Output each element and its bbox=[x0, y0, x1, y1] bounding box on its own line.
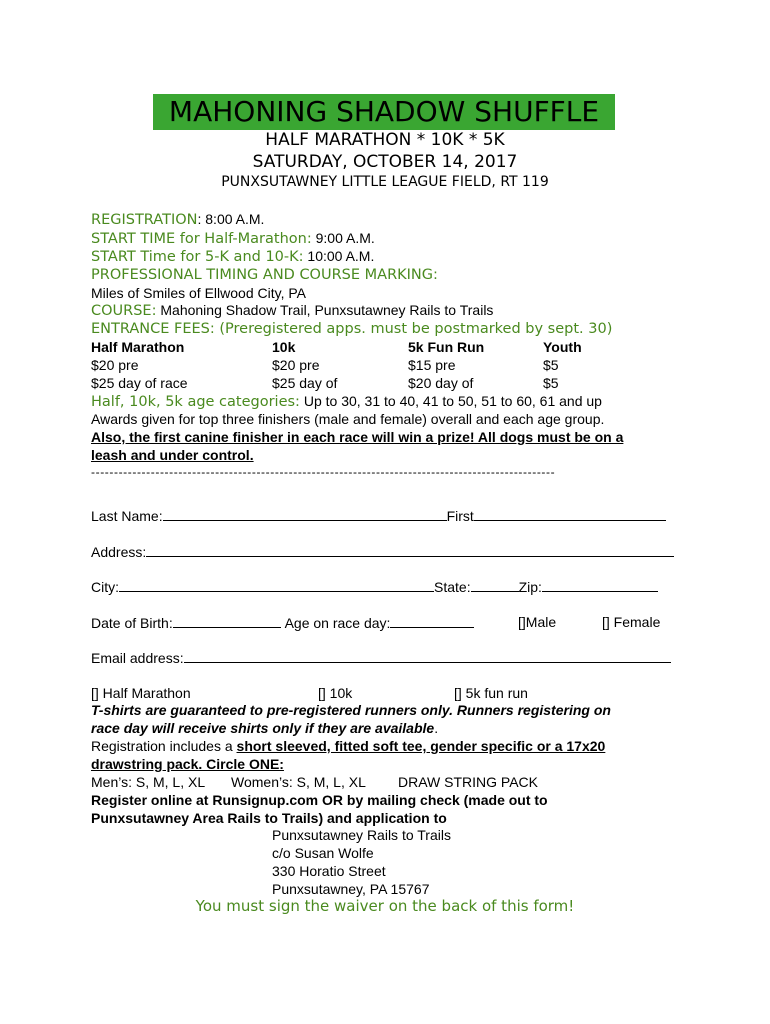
registration-value: : 8:00 A.M. bbox=[197, 211, 265, 227]
email-label: Email address: bbox=[91, 650, 184, 666]
registration-includes-b: short sleeved, fitted soft tee, gender specific or a 17x20 bbox=[236, 738, 606, 754]
dob-field[interactable] bbox=[173, 613, 281, 628]
last-name-field[interactable] bbox=[163, 506, 447, 521]
age-categories-label: Half, 10k, 5k age categories: bbox=[91, 394, 300, 410]
registration-includes-a: Registration includes a bbox=[91, 738, 237, 754]
age-label: Age on race day: bbox=[284, 615, 391, 631]
male-checkbox[interactable]: []Male bbox=[518, 614, 557, 630]
zip-field[interactable] bbox=[542, 577, 658, 592]
mailing-address-line2: c/o Susan Wolfe bbox=[272, 845, 374, 861]
canine-prize-line1: Also, the first canine finisher in each race will win a prize! All dogs must be on a bbox=[91, 429, 624, 445]
entrance-fees-heading bbox=[91, 319, 612, 338]
course-info bbox=[91, 301, 493, 320]
sizes-men[interactable]: Men’s: S, M, L, XL bbox=[91, 774, 206, 790]
last-name-row bbox=[91, 506, 666, 525]
dob-row bbox=[91, 613, 474, 632]
tshirt-note-line2-end: . bbox=[434, 720, 439, 736]
address-field[interactable] bbox=[146, 542, 674, 557]
race-types: HALF MARATHON * 10K * 5K bbox=[265, 130, 505, 150]
fee-header-5k: 5k Fun Run bbox=[408, 339, 485, 355]
email-field[interactable] bbox=[184, 648, 671, 663]
fee-dayof-half: $25 day of race bbox=[91, 375, 188, 391]
age-categories bbox=[91, 392, 602, 411]
drawstring-pack-option[interactable]: DRAW STRING PACK bbox=[398, 774, 539, 790]
first-name-label: First bbox=[446, 508, 474, 524]
fee-dayof-youth: $5 bbox=[543, 375, 559, 391]
email-row bbox=[91, 648, 671, 667]
timing-heading bbox=[91, 265, 438, 284]
age-categories-value: Up to 30, 31 to 40, 41 to 50, 51 to 60, 61 and up bbox=[299, 393, 602, 409]
female-checkbox[interactable]: [] Female bbox=[602, 614, 661, 630]
start-half-label: START TIME for Half-Marathon: bbox=[91, 231, 312, 247]
fee-header-half: Half Marathon bbox=[91, 339, 185, 355]
dob-label: Date of Birth: bbox=[91, 615, 173, 631]
canine-prize-line2: leash and under control. bbox=[91, 447, 254, 463]
event-location: PUNXSUTAWNEY LITTLE LEAGUE FIELD, RT 119 bbox=[221, 174, 549, 190]
registration-label: REGISTRATION bbox=[91, 212, 198, 228]
city-label: City: bbox=[91, 579, 119, 595]
registration-includes bbox=[91, 737, 605, 755]
fee-pre-5k: $15 pre bbox=[408, 357, 456, 373]
address-label: Address: bbox=[91, 544, 147, 560]
start-5k10k-value: 10:00 A.M. bbox=[303, 248, 375, 264]
course-value: Mahoning Shadow Trail, Punxsutawney Rails to Trails bbox=[156, 302, 494, 318]
registration-time bbox=[91, 210, 264, 229]
fees-label: ENTRANCE FEES: (Preregistered apps. must be postmarked by sept. 30) bbox=[91, 321, 613, 337]
timing-label: PROFESSIONAL TIMING AND COURSE MARKING: bbox=[91, 267, 438, 283]
fee-dayof-5k: $20 day of bbox=[408, 375, 474, 391]
age-field[interactable] bbox=[390, 613, 474, 628]
city-field[interactable] bbox=[119, 577, 434, 592]
tshirt-note-line1: T-shirts are guaranteed to pre-registered runners only. Runners registering on bbox=[91, 702, 611, 718]
fee-pre-10k: $20 pre bbox=[272, 357, 320, 373]
first-name-field[interactable] bbox=[474, 506, 666, 521]
event-date: SATURDAY, OCTOBER 14, 2017 bbox=[252, 152, 518, 172]
timing-company: Miles of Smiles of Ellwood City, PA bbox=[91, 285, 306, 301]
awards-text: Awards given for top three finishers (male and female) overall and each age group. bbox=[91, 411, 605, 427]
state-label: State: bbox=[434, 579, 471, 595]
zip-label: Zip: bbox=[518, 579, 542, 595]
start-5k10k-label: START Time for 5-K and 10-K: bbox=[91, 249, 304, 265]
fee-dayof-10k: $25 day of bbox=[272, 375, 338, 391]
tshirt-note-line2 bbox=[91, 719, 438, 737]
waiver-notice: You must sign the waiver on the back of this form! bbox=[195, 897, 575, 915]
drawstring-circle-one: drawstring pack. Circle ONE: bbox=[91, 756, 284, 772]
last-name-label: Last Name: bbox=[91, 508, 163, 524]
register-online-line2: Punxsutawney Area Rails to Trails) and application to bbox=[91, 810, 447, 826]
mailing-address-line1: Punxsutawney Rails to Trails bbox=[272, 827, 451, 843]
cut-divider: ----------------------------------------------------------------------------------------------------- bbox=[91, 466, 556, 478]
start-time-5k-10k bbox=[91, 247, 374, 266]
10k-checkbox[interactable]: [] 10k bbox=[318, 685, 353, 701]
start-time-half bbox=[91, 229, 375, 248]
course-label: COURSE: bbox=[91, 303, 157, 319]
fee-header-youth: Youth bbox=[543, 339, 582, 355]
tshirt-note-line2-text: race day will receive shirts only if they are available bbox=[91, 720, 435, 736]
5k-checkbox[interactable]: [] 5k fun run bbox=[454, 685, 528, 701]
fee-pre-youth: $5 bbox=[543, 357, 559, 373]
register-online-line1: Register online at Runsignup.com OR by mailing check (made out to bbox=[91, 792, 548, 808]
start-half-value: 9:00 A.M. bbox=[311, 230, 375, 246]
city-row bbox=[91, 577, 658, 596]
event-title: MAHONING SHADOW SHUFFLE bbox=[153, 94, 615, 130]
mailing-address-line3: 330 Horatio Street bbox=[272, 863, 386, 879]
sizes-women[interactable]: Women’s: S, M, L, XL bbox=[231, 774, 366, 790]
fee-pre-half: $20 pre bbox=[91, 357, 139, 373]
address-row bbox=[91, 542, 674, 561]
fee-header-10k: 10k bbox=[272, 339, 296, 355]
mailing-address-line4: Punxsutawney, PA 15767 bbox=[272, 881, 430, 897]
state-field[interactable] bbox=[471, 577, 519, 592]
half-marathon-checkbox[interactable]: [] Half Marathon bbox=[91, 685, 191, 701]
